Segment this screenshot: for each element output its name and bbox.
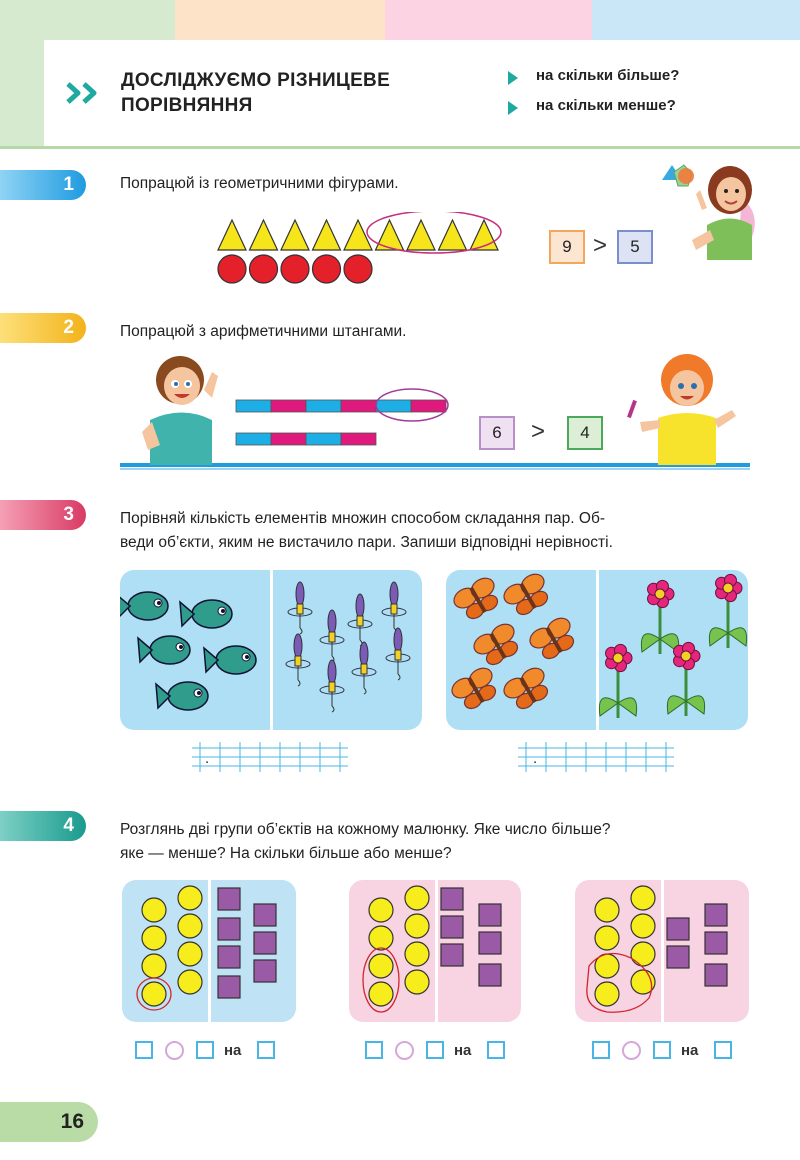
flower bbox=[641, 580, 678, 654]
comparison-sign: > bbox=[531, 418, 546, 445]
answer-box[interactable] bbox=[426, 1041, 444, 1059]
task-number-tab: 4 bbox=[0, 811, 86, 841]
purple-square bbox=[667, 946, 689, 968]
triangle bbox=[407, 220, 435, 250]
yellow-circle bbox=[405, 914, 429, 938]
na-label: на bbox=[681, 1042, 699, 1059]
answer-box-right[interactable]: 4 bbox=[567, 416, 603, 450]
red-circle bbox=[218, 255, 246, 283]
rod-segment bbox=[376, 400, 411, 412]
triangle bbox=[281, 220, 309, 250]
task2-instruction: Попрацюй з арифметичними штангами. bbox=[120, 323, 407, 340]
na-label: на bbox=[454, 1042, 472, 1059]
task3-line1: Порівняй кількість елементів множин способом складання пар. Об- bbox=[120, 510, 605, 527]
compare-group bbox=[587, 880, 727, 1022]
top-strip-orange bbox=[175, 0, 385, 40]
subtitle-more: на скільки більше? bbox=[536, 67, 680, 84]
purple-square bbox=[254, 960, 276, 982]
panel-divider bbox=[208, 880, 211, 1022]
yellow-circle bbox=[142, 898, 166, 922]
butterfly bbox=[500, 570, 554, 620]
lesson-title-line1: ДОСЛІДЖУЄМО РІЗНИЦЕВЕ bbox=[121, 70, 391, 91]
subtitle-less: на скільки менше? bbox=[536, 97, 676, 114]
arrow-icon bbox=[508, 101, 518, 115]
header-left-bg bbox=[0, 40, 44, 148]
yellow-circle bbox=[595, 926, 619, 950]
yellow-circle bbox=[405, 970, 429, 994]
sign-circle[interactable] bbox=[395, 1041, 414, 1060]
task4-instruction bbox=[120, 818, 780, 866]
grid-dot: . bbox=[533, 750, 538, 767]
sign-circle[interactable] bbox=[622, 1041, 641, 1060]
fishing-float bbox=[382, 582, 406, 634]
task4-drawings bbox=[122, 880, 752, 1022]
answer-box[interactable] bbox=[196, 1041, 214, 1059]
triangles-row bbox=[212, 212, 512, 286]
rod-segment bbox=[271, 433, 306, 445]
butterfly bbox=[526, 614, 580, 664]
answer-box-left[interactable]: 9 bbox=[549, 230, 585, 264]
na-label: на bbox=[224, 1042, 242, 1059]
answer-box[interactable] bbox=[135, 1041, 153, 1059]
girl-illustration bbox=[627, 354, 736, 465]
butterfly bbox=[500, 664, 554, 714]
grid-dot: . bbox=[205, 750, 210, 767]
yellow-circle bbox=[405, 886, 429, 910]
answer-box-right[interactable]: 5 bbox=[617, 230, 653, 264]
arrow-icon bbox=[508, 71, 518, 85]
purple-square bbox=[441, 888, 463, 910]
purple-square bbox=[218, 888, 240, 910]
double-chevron-icon bbox=[66, 82, 106, 104]
rods-illustration bbox=[120, 350, 760, 472]
fish bbox=[156, 682, 208, 710]
yellow-circle bbox=[631, 914, 655, 938]
purple-square bbox=[218, 918, 240, 940]
task1-instruction: Попрацюй із геометричними фігурами. bbox=[120, 175, 399, 192]
purple-square bbox=[705, 904, 727, 926]
red-circle bbox=[313, 255, 341, 283]
butterfly bbox=[450, 574, 504, 624]
yellow-circle bbox=[178, 886, 202, 910]
rod-segment bbox=[271, 400, 306, 412]
task4-line2: яке — менше? На скільки більше або менше? bbox=[120, 845, 452, 862]
butterfly bbox=[470, 620, 524, 670]
yellow-circle bbox=[178, 942, 202, 966]
top-strip-pink bbox=[385, 0, 592, 40]
triangle bbox=[250, 220, 278, 250]
purple-square bbox=[667, 918, 689, 940]
yellow-circle bbox=[369, 926, 393, 950]
yellow-circle bbox=[142, 982, 166, 1006]
compare-group bbox=[363, 880, 501, 1022]
purple-square bbox=[254, 904, 276, 926]
answer-box[interactable] bbox=[365, 1041, 383, 1059]
fishing-float bbox=[320, 610, 344, 662]
yellow-circle bbox=[595, 982, 619, 1006]
yellow-circle bbox=[405, 942, 429, 966]
task3-instruction bbox=[120, 507, 760, 555]
purple-square bbox=[218, 946, 240, 968]
red-circle bbox=[281, 255, 309, 283]
answer-box[interactable] bbox=[592, 1041, 610, 1059]
task3-line2: веди об’єкти, яким не вистачило пари. Запиши відповідні нерівності. bbox=[120, 534, 613, 551]
rod-segment bbox=[306, 433, 341, 445]
flower bbox=[599, 644, 636, 718]
page-number: 16 bbox=[0, 1102, 98, 1142]
panel-divider bbox=[661, 880, 664, 1022]
rod-segment bbox=[236, 433, 271, 445]
purple-square bbox=[441, 916, 463, 938]
flower bbox=[667, 642, 704, 716]
task-number-tab: 3 bbox=[0, 500, 86, 530]
top-strip-blue bbox=[592, 0, 800, 40]
fishing-float bbox=[352, 642, 376, 694]
lesson-title-line2: ПОРІВНЯННЯ bbox=[121, 95, 253, 116]
teacher-illustration bbox=[652, 160, 762, 260]
yellow-circle bbox=[178, 970, 202, 994]
rod-segment bbox=[306, 400, 341, 412]
fishing-float bbox=[286, 634, 310, 686]
triangle bbox=[218, 220, 246, 250]
task4-line1: Розглянь дві групи об’єктів на кожному малюнку. Яке число більше? bbox=[120, 821, 611, 838]
yellow-circle bbox=[369, 898, 393, 922]
answer-box[interactable] bbox=[714, 1041, 732, 1059]
fish bbox=[138, 636, 190, 664]
answer-grid-left[interactable] bbox=[192, 742, 348, 772]
sign-circle[interactable] bbox=[165, 1041, 184, 1060]
fish bbox=[120, 592, 168, 620]
butterfly bbox=[448, 664, 502, 714]
answer-box-left[interactable]: 6 bbox=[479, 416, 515, 450]
rod-segment bbox=[341, 433, 376, 445]
boy-illustration bbox=[142, 356, 218, 465]
panel-divider bbox=[435, 880, 438, 1022]
triangle bbox=[313, 220, 341, 250]
yellow-circle bbox=[369, 982, 393, 1006]
red-circle bbox=[344, 255, 372, 283]
yellow-circle bbox=[178, 914, 202, 938]
yellow-circle bbox=[142, 926, 166, 950]
compare-group bbox=[137, 880, 276, 1022]
fish bbox=[180, 600, 232, 628]
triangle bbox=[376, 220, 404, 250]
top-strip-green bbox=[0, 0, 175, 40]
purple-square bbox=[218, 976, 240, 998]
rod-segment bbox=[341, 400, 376, 412]
lesson-title bbox=[121, 68, 390, 118]
rod-segment bbox=[411, 400, 446, 412]
task-number-tab: 1 bbox=[0, 170, 86, 200]
purple-square bbox=[479, 932, 501, 954]
fishing-float bbox=[320, 660, 344, 712]
task-number-tab: 2 bbox=[0, 313, 86, 343]
red-circle bbox=[250, 255, 278, 283]
yellow-circle bbox=[142, 954, 166, 978]
purple-square bbox=[479, 964, 501, 986]
fishing-float bbox=[288, 582, 312, 634]
task3-drawings bbox=[120, 570, 750, 730]
purple-square bbox=[705, 932, 727, 954]
header-divider bbox=[0, 146, 800, 149]
flower bbox=[709, 574, 746, 648]
comparison-sign: > bbox=[593, 232, 608, 259]
rod-segment bbox=[236, 400, 271, 412]
triangle bbox=[439, 220, 467, 250]
yellow-circle bbox=[631, 942, 655, 966]
yellow-circle bbox=[631, 886, 655, 910]
fish bbox=[204, 646, 256, 674]
answer-box[interactable] bbox=[257, 1041, 275, 1059]
answer-box[interactable] bbox=[653, 1041, 671, 1059]
purple-square bbox=[441, 944, 463, 966]
yellow-circle bbox=[595, 898, 619, 922]
purple-square bbox=[479, 904, 501, 926]
purple-square bbox=[254, 932, 276, 954]
fishing-float bbox=[348, 594, 372, 646]
yellow-circle bbox=[369, 954, 393, 978]
answer-box[interactable] bbox=[487, 1041, 505, 1059]
fishing-float bbox=[386, 628, 410, 680]
purple-square bbox=[705, 964, 727, 986]
answer-grid-right[interactable] bbox=[518, 742, 674, 772]
